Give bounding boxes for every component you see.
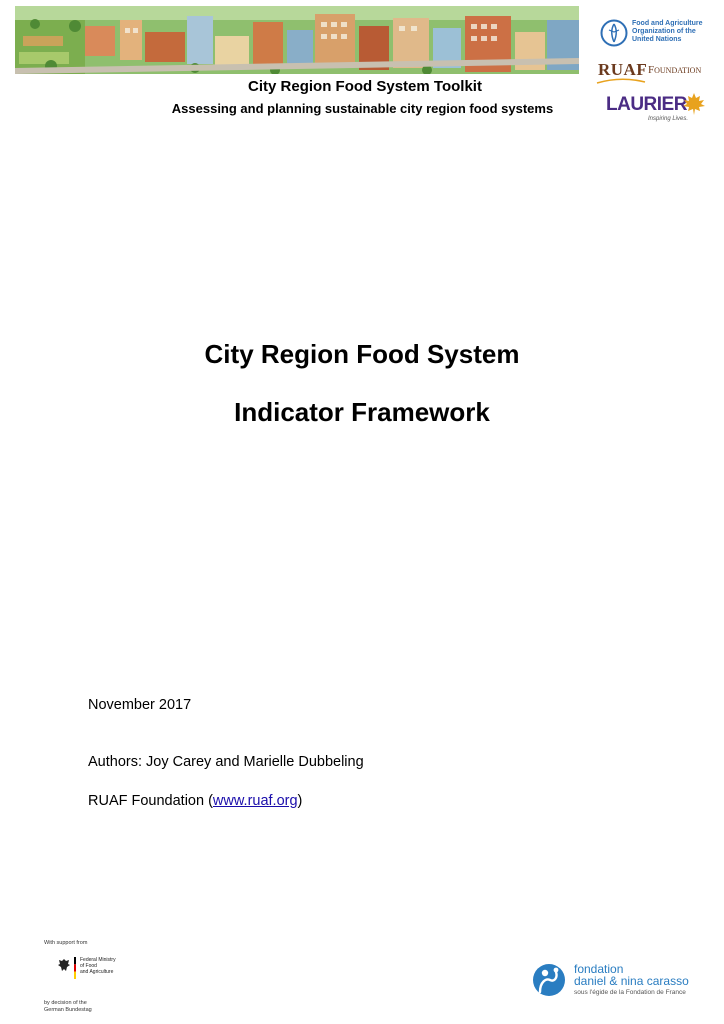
ministry-name: Federal Ministry of Food and Agriculture (80, 957, 116, 975)
toolkit-title: City Region Food System Toolkit (248, 78, 482, 95)
carasso-line-3: sous l'égide de la Fondation de France (574, 989, 686, 996)
city-illustration-image (15, 6, 579, 74)
funder-block (44, 940, 154, 1020)
federal-eagle-icon (58, 958, 70, 972)
publication-date: November 2017 (88, 697, 192, 713)
authors-line: Authors: Joy Carey and Marielle Dubbeling (88, 754, 364, 770)
carasso-line-1: fondation (574, 962, 624, 976)
ruaf-website-link[interactable]: www.ruaf.org (212, 793, 298, 809)
document-title-line-1: City Region Food System (204, 339, 520, 369)
fao-logo (600, 18, 710, 50)
maple-leaf-icon (682, 92, 706, 116)
organization-line (88, 792, 302, 810)
german-flag-bar-icon (74, 957, 76, 979)
ruaf-wordmark: RUAF (598, 60, 648, 79)
fao-emblem-icon (600, 19, 628, 47)
support-intro: With support from (44, 940, 88, 946)
carasso-line-2: daniel & nina carasso (574, 974, 689, 988)
document-title-line-2: Indicator Framework (234, 397, 490, 427)
laurier-logo (604, 92, 708, 126)
organization-prefix: RUAF Foundation ( (88, 793, 213, 809)
carasso-foundation-logo (532, 960, 692, 1004)
organization-suffix: ) (297, 793, 303, 809)
header-illustration (15, 6, 579, 74)
fao-name: Food and Agriculture Organization of the United Nations (632, 20, 703, 43)
toolkit-subtitle: Assessing and planning sustainable city region food systems (171, 101, 554, 116)
bundestag-note: by decision of the German Bundestag (44, 1000, 92, 1013)
ruaf-logo (596, 60, 711, 86)
ruaf-swoosh-icon (596, 78, 646, 84)
laurier-wordmark: LAURIER (606, 94, 687, 115)
laurier-tagline: Inspiring Lives. (648, 116, 689, 122)
carasso-emblem-icon (532, 962, 566, 998)
ruaf-foundation-text: Foundation (648, 64, 702, 76)
